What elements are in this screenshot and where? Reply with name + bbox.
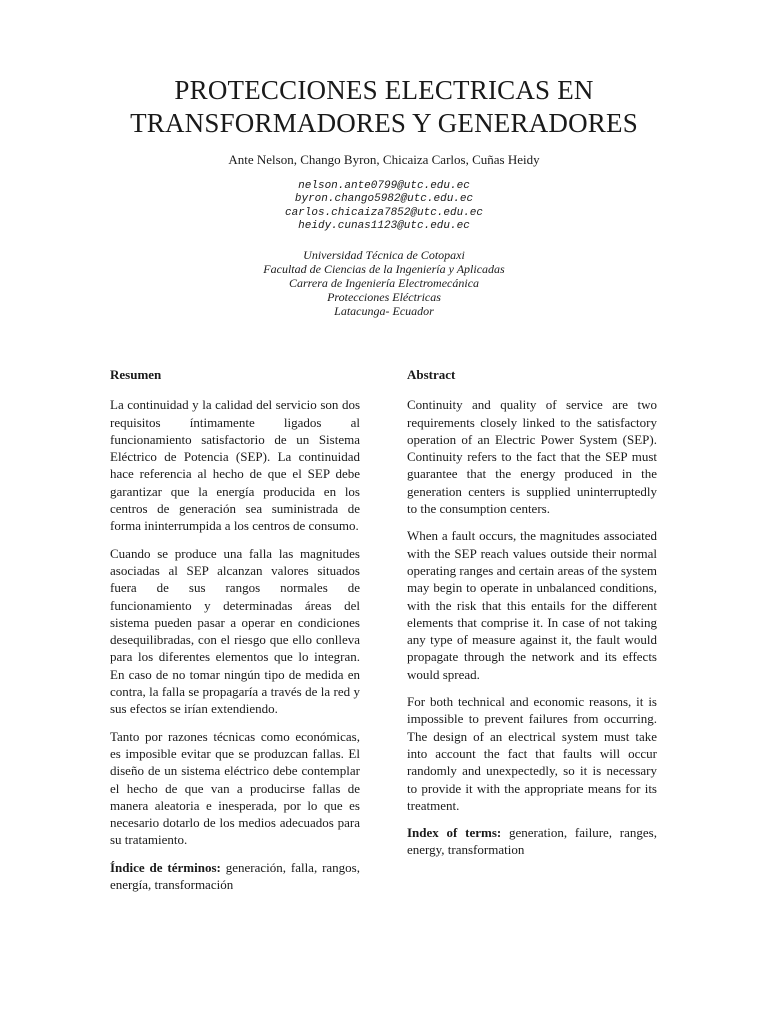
abstract-heading: Abstract xyxy=(407,367,456,382)
abstract-paragraph-1: Continuity and quality of service are two requirements closely linked to the satisfactory operation of an Electric Power System (SEP). Continuity refers to the fact that the SEP must guarantee that the energy produced in the generation centers is supplied uninterruptedly to the consumption centers. xyxy=(407,397,657,517)
resumen-heading: Resumen xyxy=(110,367,162,382)
affiliation-faculty: Facultad de Ciencias de la Ingeniería y Aplicadas xyxy=(263,262,505,276)
resumen-column xyxy=(110,366,360,903)
resumen-paragraph-2: Cuando se produce una falla las magnitudes asociadas al SEP alcanzan valores situados fuera de sus rangos normales de funcionamiento y determinadas áreas del sistema pueden pasar a operar en condiciones desequilibradas, con el riesgo que ello conlleva para los diferentes elementos que lo integran. En caso de no tomar ningún tipo de medida en contra, la falla se propagaría a través de la red y sus efectos se irían extendiendo. xyxy=(110,545,360,717)
abstract-paragraph-2: When a fault occurs, the magnitudes associated with the SEP reach values outside their normal operating ranges and certain areas of the system may begin to operate in unbalanced conditions, with the risk that this entails for the different elements that comprise it. In case of not taking any type of measure against it, the fault would propagate through the network and its effects would spread. xyxy=(407,528,657,682)
abstract-paragraph-3: For both technical and economic reasons, it is impossible to prevent failures from occurring. The design of an electrical system must take into account the fact that faults will occur randomly and unexpectedly, so it is necessary to provide it with the appropriate means for its treatment. xyxy=(407,694,657,813)
email-3: carlos.chicaiza7852@utc.edu.ec xyxy=(284,206,484,219)
resumen-index-label: Índice de términos: xyxy=(110,859,221,875)
abstract-index-terms xyxy=(407,824,657,859)
abstract-column xyxy=(407,366,657,869)
resumen-index-terms xyxy=(110,859,360,894)
abstract-index-values: generation, failure, ranges, energy, transformation xyxy=(407,825,657,858)
title-line-2: TRANSFORMADORES Y GENERADORES xyxy=(130,108,638,138)
affiliation xyxy=(0,248,768,318)
author-emails xyxy=(0,180,768,233)
authors: Ante Nelson, Chango Byron, Chicaiza Carlos, Cuñas Heidy xyxy=(228,152,540,167)
resumen-paragraph-3: Tanto por razones técnicas como económicas, es imposible evitar que se produzcan fallas. El diseño de un sistema eléctrico debe contemplar el hecho de que van a producirse fallas de manera aleatoria e inesperada, por lo que es necesario dotarlo de los medios adecuados para su tratamiento. xyxy=(110,728,360,848)
affiliation-career: Carrera de Ingeniería Electromecánica xyxy=(288,276,480,290)
resumen-paragraph-1: La continuidad y la calidad del servicio son dos requisitos íntimamente ligados al funcionamiento satisfactorio de un Sistema Eléctrico de Potencia (SEP). La continuidad hace referencia al hecho de que el SEP debe garantizar que la energía producida en los centros de generación sea suministrada de forma ininterrumpida a los centros de consumo. xyxy=(110,397,360,534)
affiliation-course: Protecciones Eléctricas xyxy=(327,290,441,304)
affiliation-university: Universidad Técnica de Cotopaxi xyxy=(303,248,465,262)
affiliation-location: Latacunga- Ecuador xyxy=(334,304,434,318)
email-1: nelson.ante0799@utc.edu.ec xyxy=(298,180,470,192)
resumen-index-values: generación, falla, rangos, energía, transformación xyxy=(110,859,360,893)
email-2: byron.chango5982@utc.edu.ec xyxy=(294,193,474,206)
abstract-index-label: Index of terms: xyxy=(407,825,502,841)
paper-title xyxy=(0,74,768,140)
email-4: heidy.cunas1123@utc.edu.ec xyxy=(298,219,470,232)
title-line-1: PROTECCIONES ELECTRICAS EN xyxy=(174,75,594,105)
